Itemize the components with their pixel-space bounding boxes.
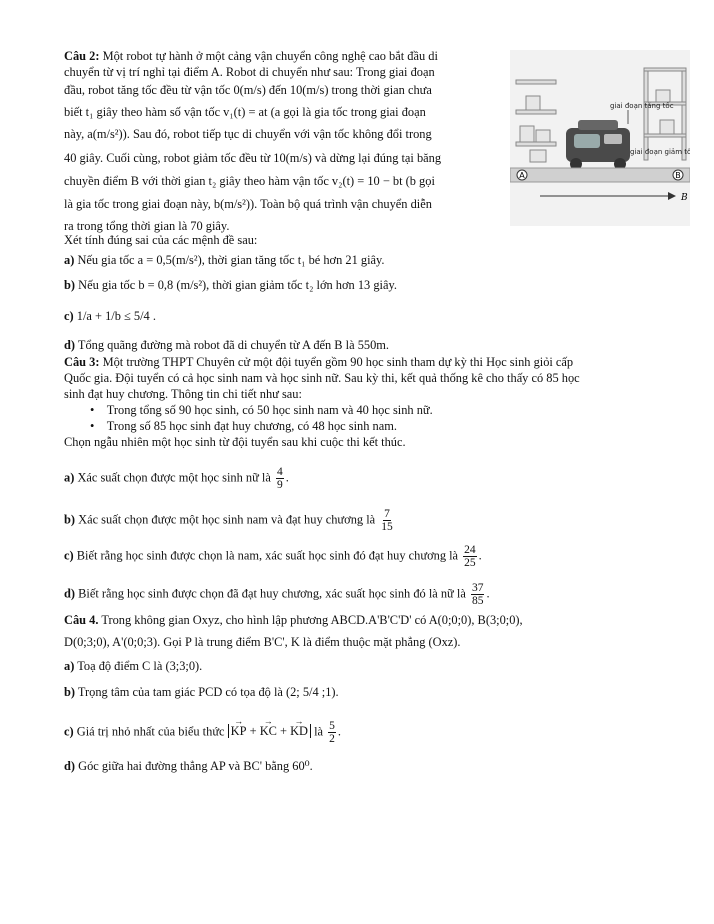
- q3-option-d: d) Biết rằng học sinh được chọn đã đạt huy chương, xác suất học sinh đó là nữ là $\frac{37}{85}$ .: [64, 582, 490, 607]
- q3-option-c: c) Biết rằng học sinh được chọn là nam, xác suất học sinh đó đạt huy chương là $\frac{24}{25}$ .: [64, 544, 482, 569]
- q2-option-c: c) 1/a + 1/b ≤ 5/4 .: [64, 309, 156, 323]
- q3-pick: Chọn ngẫu nhiên một học sinh từ đội tuyển sau khi cuộc thi kết thúc.: [64, 435, 406, 449]
- q2-line-2: chuyển từ vị trí nghỉ tại điểm A. Robot di chuyển như sau: Trong giai đoạn: [64, 65, 435, 79]
- q2-line-7: chuyền điểm B với thời gian t₂ giây theo hàm vận tốc v₂(t) = 10 − bt (b gọi: [64, 174, 435, 188]
- q2-option-a: a) Nếu gia tốc a = 0,5(m/s²), thời gian tăng tốc t₁ bé hơn 21 giây.: [64, 253, 385, 267]
- q3-option-b: b) Xác suất chọn được một học sinh nam và đạt huy chương là $\frac{7}{15}$: [64, 508, 393, 533]
- q2-line-8: là gia tốc trong giai đoạn này, b(m/s²)). Toàn bộ quá trình vận chuyển diễn: [64, 197, 432, 211]
- q3-c-fraction: $\frac{24}{25}$: [464, 544, 476, 569]
- q2-option-b: b) Nếu gia tốc b = 0,8 (m/s²), thời gian giảm tốc t₂ lớn hơn 13 giây.: [64, 278, 397, 292]
- q3-label: Câu 3:: [64, 355, 100, 369]
- robot-figure: [510, 50, 690, 226]
- q3-line-3: sinh đạt huy chương. Thông tin chi tiết như sau:: [64, 387, 302, 401]
- decel-label: giai đoạn giảm tốc: [630, 148, 690, 156]
- point-b-label: B: [675, 171, 681, 180]
- q2-option-d: d) Tổng quãng đường mà robot đã di chuyển từ A đến B là 550m.: [64, 338, 390, 352]
- point-a-label: A: [519, 171, 525, 180]
- q3-d-fraction: $\frac{37}{85}$: [471, 582, 484, 607]
- q2-line-3: đầu, robot tăng tốc đều từ vận tốc 0(m/s) đến 10(m/s) trong thời gian chưa: [64, 83, 432, 97]
- vector-sum-abs: → KP + → KC + → KD: [228, 724, 311, 738]
- q4-option-b: b) Trọng tâm của tam giác PCD có tọa độ là (2; 5/4 ;1).: [64, 685, 339, 699]
- q4-c-fraction: $\frac{5}{2}$: [329, 720, 335, 745]
- q3-line-1: Câu 3: Một trường THPT Chuyên cử một đội tuyển gồm 90 học sinh tham dự kỳ thi Học sinh giỏi cấp: [64, 355, 574, 369]
- arrow-b-label: B: [681, 193, 688, 203]
- q4-option-d: d) Góc giữa hai đường thẳng AP và BC' bằng 60⁰.: [64, 759, 313, 773]
- q2-label: Câu 2:: [64, 49, 100, 63]
- q2-intro: Xét tính đúng sai của các mệnh đề sau:: [64, 233, 258, 247]
- q2-line-9: ra trong tổng thời gian là 70 giây.: [64, 219, 230, 233]
- q4-line-2: D(0;3;0), A'(0;0;3). Gọi P là trung điểm B'C', K là điểm thuộc mặt phẳng (Oxz).: [64, 635, 461, 649]
- q3-b-fraction: $\frac{7}{15}$: [381, 508, 393, 533]
- q2-line-4: biết t₁ giây theo hàm số vận tốc v₁(t) = at (a gọi là gia tốc trong giai đoạn: [64, 105, 426, 119]
- q3-bullet-1: • Trong tổng số 90 học sinh, có 50 học sinh nam và 40 học sinh nữ.: [90, 403, 433, 417]
- q4-option-a: a) Toạ độ điểm C là (3;3;0).: [64, 659, 203, 673]
- q3-bullet-2: • Trong số 85 học sinh đạt huy chương, có 48 học sinh nam.: [90, 419, 397, 433]
- q3-line-2: Quốc gia. Đội tuyển có cả học sinh nam và học sinh nữ. Sau kỳ thi, kết quả thống kê cho thấy có 85 học: [64, 371, 580, 385]
- q3-a-fraction: $\frac{4}{9}$: [276, 466, 283, 491]
- q2-line-6: 40 giây. Cuối cùng, robot giảm tốc đều từ 10(m/s) và dừng lại đúng tại băng: [64, 151, 442, 165]
- q4-option-c: c) Giá trị nhỏ nhất của biểu thức → KP + → KC + → KD là $\frac{5}{2}$ .: [64, 720, 341, 745]
- q3-option-a: a) Xác suất chọn được một học sinh nữ là $\frac{4}{9}$ .: [64, 466, 289, 491]
- q4-label: Câu 4.: [64, 613, 99, 627]
- accel-label: giai đoạn tăng tốc: [610, 102, 674, 110]
- q2-line-5: này, a(m/s²)). Sau đó, robot tiếp tục di chuyển với vận tốc không đổi trong: [64, 127, 432, 141]
- q2-line-1: Câu 2: Một robot tự hành ở một cảng vận chuyển công nghệ cao bắt đầu di: [64, 49, 438, 63]
- robot-illustration: [510, 50, 690, 226]
- q4-line-1: Câu 4. Trong không gian Oxyz, cho hình lập phương ABCD.A'B'C'D' có A(0;0;0), B(3;0;0),: [64, 613, 523, 627]
